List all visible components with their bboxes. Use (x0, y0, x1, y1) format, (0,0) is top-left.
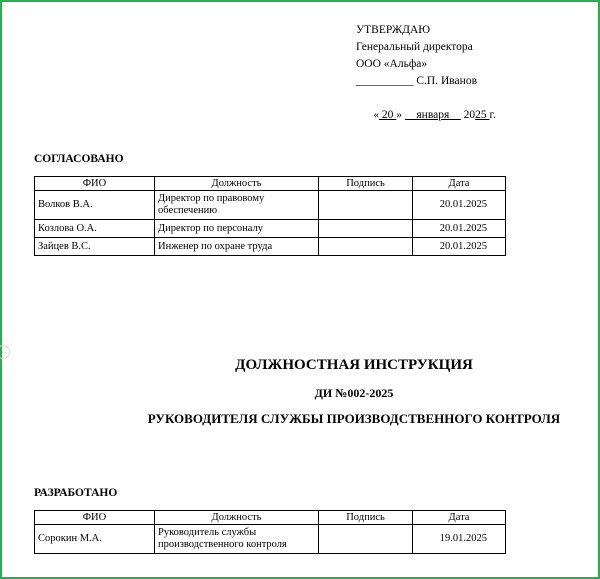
cell-signature (319, 525, 413, 554)
date-month: января (404, 109, 461, 121)
column-header-date: Дата (413, 177, 506, 191)
cell-fio: Зайцев В.С. (35, 238, 155, 256)
column-header-signature: Подпись (319, 177, 413, 191)
cell-position: Руководитель службы производственного контроля (155, 525, 319, 554)
document-title-block (112, 356, 596, 427)
cell-date: 20.01.2025 (413, 220, 506, 238)
approval-date (356, 90, 496, 141)
developed-table (34, 510, 506, 554)
document-subject: РУКОВОДИТЕЛЯ СЛУЖБЫ ПРОИЗВОДСТВЕННОГО КОНТРОЛЯ (147, 411, 561, 426)
cell-signature (319, 220, 413, 238)
page-edge-marker (0, 345, 10, 359)
cell-date: 20.01.2025 (413, 238, 506, 256)
developed-title: РАЗРАБОТАНО (34, 487, 118, 499)
cell-position: Директор по правовому обеспечению (155, 191, 319, 220)
agreed-header-row (35, 177, 506, 191)
agreed-title: СОГЛАСОВАНО (34, 153, 124, 165)
approval-block (356, 22, 496, 141)
cell-fio: Козлова О.А. (35, 220, 155, 238)
cell-signature (319, 191, 413, 220)
cell-fio: Сорокин М.А. (35, 525, 155, 554)
column-header-position: Должность (155, 511, 319, 525)
date-year-suffix: 25 (475, 109, 490, 121)
table-row (35, 238, 506, 256)
date-year-g: г. (489, 109, 496, 121)
document-title: ДОЛЖНОСТНАЯ ИНСТРУКЦИЯ (235, 357, 473, 373)
table-row (35, 525, 506, 554)
table-row (35, 220, 506, 238)
date-open-quote: « (373, 109, 379, 121)
approval-heading: УТВЕРЖДАЮ (356, 24, 431, 36)
agreed-table (34, 176, 506, 256)
signature-blank: __________ (356, 75, 414, 87)
cell-date: 19.01.2025 (413, 525, 506, 554)
date-day: 20 (379, 109, 397, 121)
date-year-prefix: 20 (463, 109, 476, 121)
cell-date: 20.01.2025 (413, 191, 506, 220)
column-header-signature: Подпись (319, 511, 413, 525)
document-number: ДИ №002-2025 (314, 386, 394, 400)
cell-fio: Волков В.А. (35, 191, 155, 220)
table-row (35, 191, 506, 220)
column-header-fio: ФИО (35, 177, 155, 191)
cell-position: Директор по персоналу (155, 220, 319, 238)
approval-signer: С.П. Иванов (416, 75, 477, 87)
approval-company: ООО «Альфа» (356, 58, 428, 70)
column-header-position: Должность (155, 177, 319, 191)
cell-signature (319, 238, 413, 256)
approval-position: Генеральный директора (356, 41, 473, 53)
column-header-fio: ФИО (35, 511, 155, 525)
date-close-quote: » (396, 109, 402, 121)
column-header-date: Дата (413, 511, 506, 525)
developed-header-row (35, 511, 506, 525)
approval-signature-line (356, 73, 496, 90)
cell-position: Инженер по охране труда (155, 238, 319, 256)
